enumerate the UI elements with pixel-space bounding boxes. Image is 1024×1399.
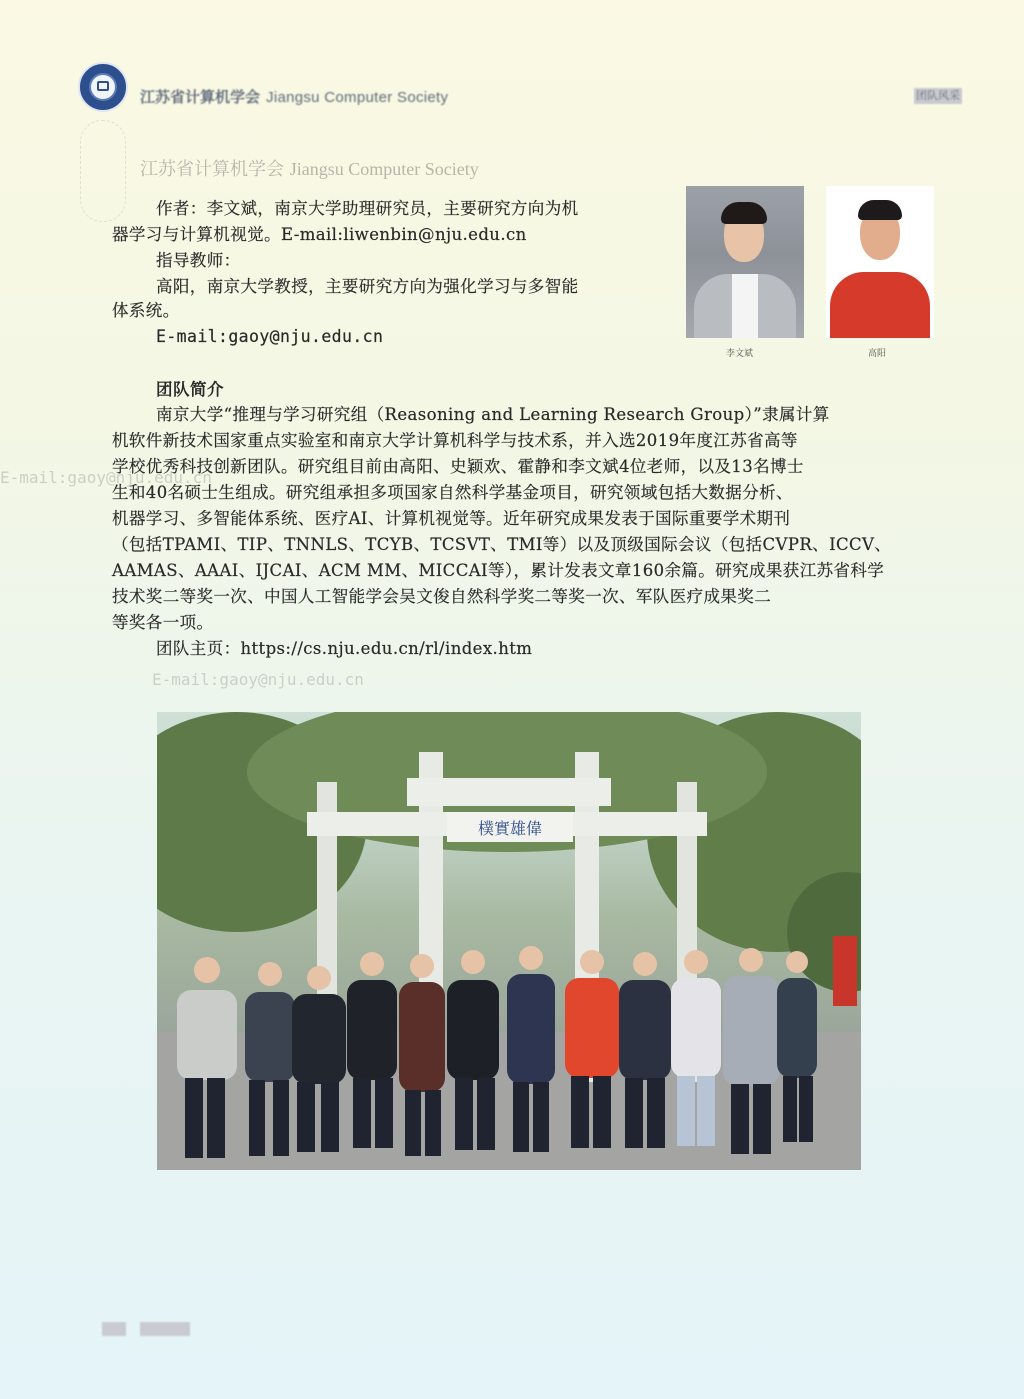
society-logo <box>78 62 128 112</box>
team-intro-line: 技术奖二等奖一次、中国人工智能学会吴文俊自然科学奖二等奖一次、军队医疗成果奖二 <box>112 587 772 606</box>
team-intro-line: （包括TPAMI、TIP、TNNLS、TCYB、TCSVT、TMI等）以及顶级国际会议（包括CVPR、ICCV、 <box>112 535 892 554</box>
watermark-society-cn: 江苏省计算机学会 <box>140 159 284 180</box>
header-society-en: Jiangsu Computer Society <box>266 89 449 106</box>
team-homepage: 团队主页：https://cs.nju.edu.cn/rl/index.htm <box>156 639 533 658</box>
advisor-email: E-mail:gaoy@nju.edu.cn <box>156 327 384 346</box>
author-photo <box>686 186 804 338</box>
author-photo-caption: 李文斌 <box>726 349 754 359</box>
team-heading: 团队简介 <box>156 380 224 399</box>
page-number <box>102 1322 126 1336</box>
team-intro-line: 学校优秀科技创新团队。研究组目前由高阳、史颖欢、霍静和李文斌4位老师，以及13名博士 <box>112 457 804 476</box>
header-title <box>140 86 448 107</box>
issue-label <box>140 1322 190 1336</box>
header-section-label: 团队风采 <box>916 90 960 102</box>
team-intro-line: 等奖各一项。 <box>112 613 214 632</box>
advisor-heading: 指导教师： <box>156 251 241 270</box>
advisor-bio-line-1: 高阳，南京大学教授，主要研究方向为强化学习与多智能 <box>156 277 579 296</box>
team-group-photo <box>157 712 861 1170</box>
header-society-cn: 江苏省计算机学会 <box>140 89 261 106</box>
watermark-society-en: Jiangsu Computer Society <box>289 159 479 179</box>
arch-plaque-text: 樸實雄偉 <box>477 819 543 838</box>
author-bio-line-2: 器学习与计算机视觉。E-mail:liwenbin@nju.edu.cn <box>112 225 527 244</box>
ghost-email-2: E-mail:gaoy@nju.edu.cn <box>152 670 364 689</box>
advisor-photo-caption: 高阳 <box>868 349 887 359</box>
group-photo-scene <box>157 712 861 1170</box>
advisor-bio-line-2: 体系统。 <box>112 301 180 320</box>
team-intro-line: 生和40名硕士生组成。研究组承担多项国家自然科学基金项目，研究领域包括大数据分析、 <box>112 483 793 502</box>
society-watermark <box>140 155 479 181</box>
advisor-photo <box>826 186 934 338</box>
team-intro-line: 机器学习、多智能体系统、医疗AI、计算机视觉等。近年研究成果发表于国际重要学术期刊 <box>112 509 791 528</box>
team-intro-line: 南京大学“推理与学习研究组（Reasoning and Learning Research Group）”隶属计算 <box>156 405 830 424</box>
team-intro-line: 机软件新技术国家重点实验室和南京大学计算机科学与技术系，并入选2019年度江苏省高等 <box>112 431 798 450</box>
ghost-email: E-mail:gaoy@nju.edu.cn <box>0 468 212 487</box>
team-intro-line: AAMAS、AAAI、IJCAI、ACM MM、MICCAI等），累计发表文章160余篇。研究成果获江苏省科学 <box>112 561 885 580</box>
author-bio-line-1: 作者：李文斌，南京大学助理研究员，主要研究方向为机 <box>156 199 579 218</box>
